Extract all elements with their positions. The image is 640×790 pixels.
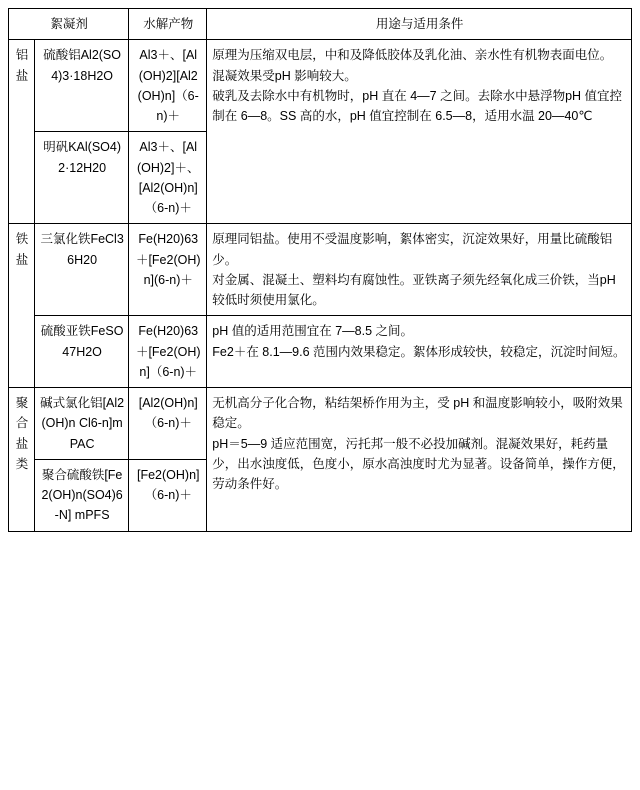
hydrolysis-product: [Al2(OH)n]（6-n)＋ [129,388,207,460]
usage-paragraph: 对金属、混凝土、塑料均有腐蚀性。亚铁离子须先经氧化成三价铁，当pH 较低时须使用氯化。 [212,272,616,307]
usage-cell-aluminium [207,40,632,224]
header-flocculant: 絮凝剂 [9,9,129,40]
flocculant-name: 明矾KAl(SO4)2·12H20 [35,132,129,224]
usage-paragraph: 混凝效果受pH 影响较大。 [212,68,357,83]
flocculant-table [8,8,632,532]
usage-paragraph: pH 值的适用范围宜在 7—8.5 之间。 [212,324,414,339]
header-hydrolysis: 水解产物 [129,9,207,40]
usage-paragraph: pH＝5—9 适应范围宽，污托邦一般不必投加碱剂。混凝效果好，耗药量少，出水浊度低，色度小，原水高浊度时尤为显著。设备简单，操作方便，劳动条件好。 [212,436,625,491]
usage-cell-polymer [207,388,632,532]
table-row [9,224,632,316]
table-row [9,316,632,388]
usage-paragraph: 破乳及去除水中有机物时，pH 直在 4—7 之间。去除水中悬浮物pH 值宜控制在 6—8。SS 高的水，pH 值宜控制在 6.5—8，适用水温 20—40℃ [212,88,623,123]
group-label-aluminium: 铝盐 [9,40,35,224]
flocculant-name: 聚合硫酸铁[Fe2(OH)n(SO4)6-N] mPFS [35,459,129,531]
table-row [9,40,632,132]
header-usage: 用途与适用条件 [207,9,632,40]
hydrolysis-product: [Fe2(OH)n]（6-n)＋ [129,459,207,531]
usage-paragraph: 原理为压缩双电层，中和及降低胶体及乳化油、亲水性有机物表面电位。 [212,48,613,63]
hydrolysis-product: Fe(H20)63＋[Fe2(OH)n](6-n)＋ [129,224,207,316]
usage-cell-iron-1 [207,224,632,316]
hydrolysis-product: Fe(H20)63＋[Fe2(OH)n]（6-n)＋ [129,316,207,388]
usage-paragraph: 原理同铝盐。使用不受温度影响，絮体密实，沉淀效果好，用量比硫酸铝少。 [212,232,613,267]
usage-cell-iron-2 [207,316,632,388]
group-label-polymer: 聚合盐类 [9,388,35,532]
hydrolysis-product: Al3＋、[Al(OH)2][Al2(OH)n]（6-n)＋ [129,40,207,132]
flocculant-name: 硫酸亚铁FeSO47H2O [35,316,129,388]
usage-paragraph: 无机高分子化合物，粘结架桥作用为主，受 pH 和温度影响较小，吸附效果稳定。 [212,396,623,431]
flocculant-name: 碱式氯化铝[Al2(OH)n Cl6-n]m PAC [35,388,129,460]
table-row [9,388,632,460]
hydrolysis-product: Al3＋、[Al(OH)2]＋、[Al2(OH)n]（6-n)＋ [129,132,207,224]
table-header-row [9,9,632,40]
flocculant-name: 硫酸铝Al2(SO4)3·18H2O [35,40,129,132]
flocculant-name: 三氯化铁FeCl36H20 [35,224,129,316]
group-label-iron: 铁盐 [9,224,35,388]
usage-paragraph: Fe2＋在 8.1—9.6 范围内效果稳定。絮体形成较快，较稳定，沉淀时间短。 [212,344,626,359]
